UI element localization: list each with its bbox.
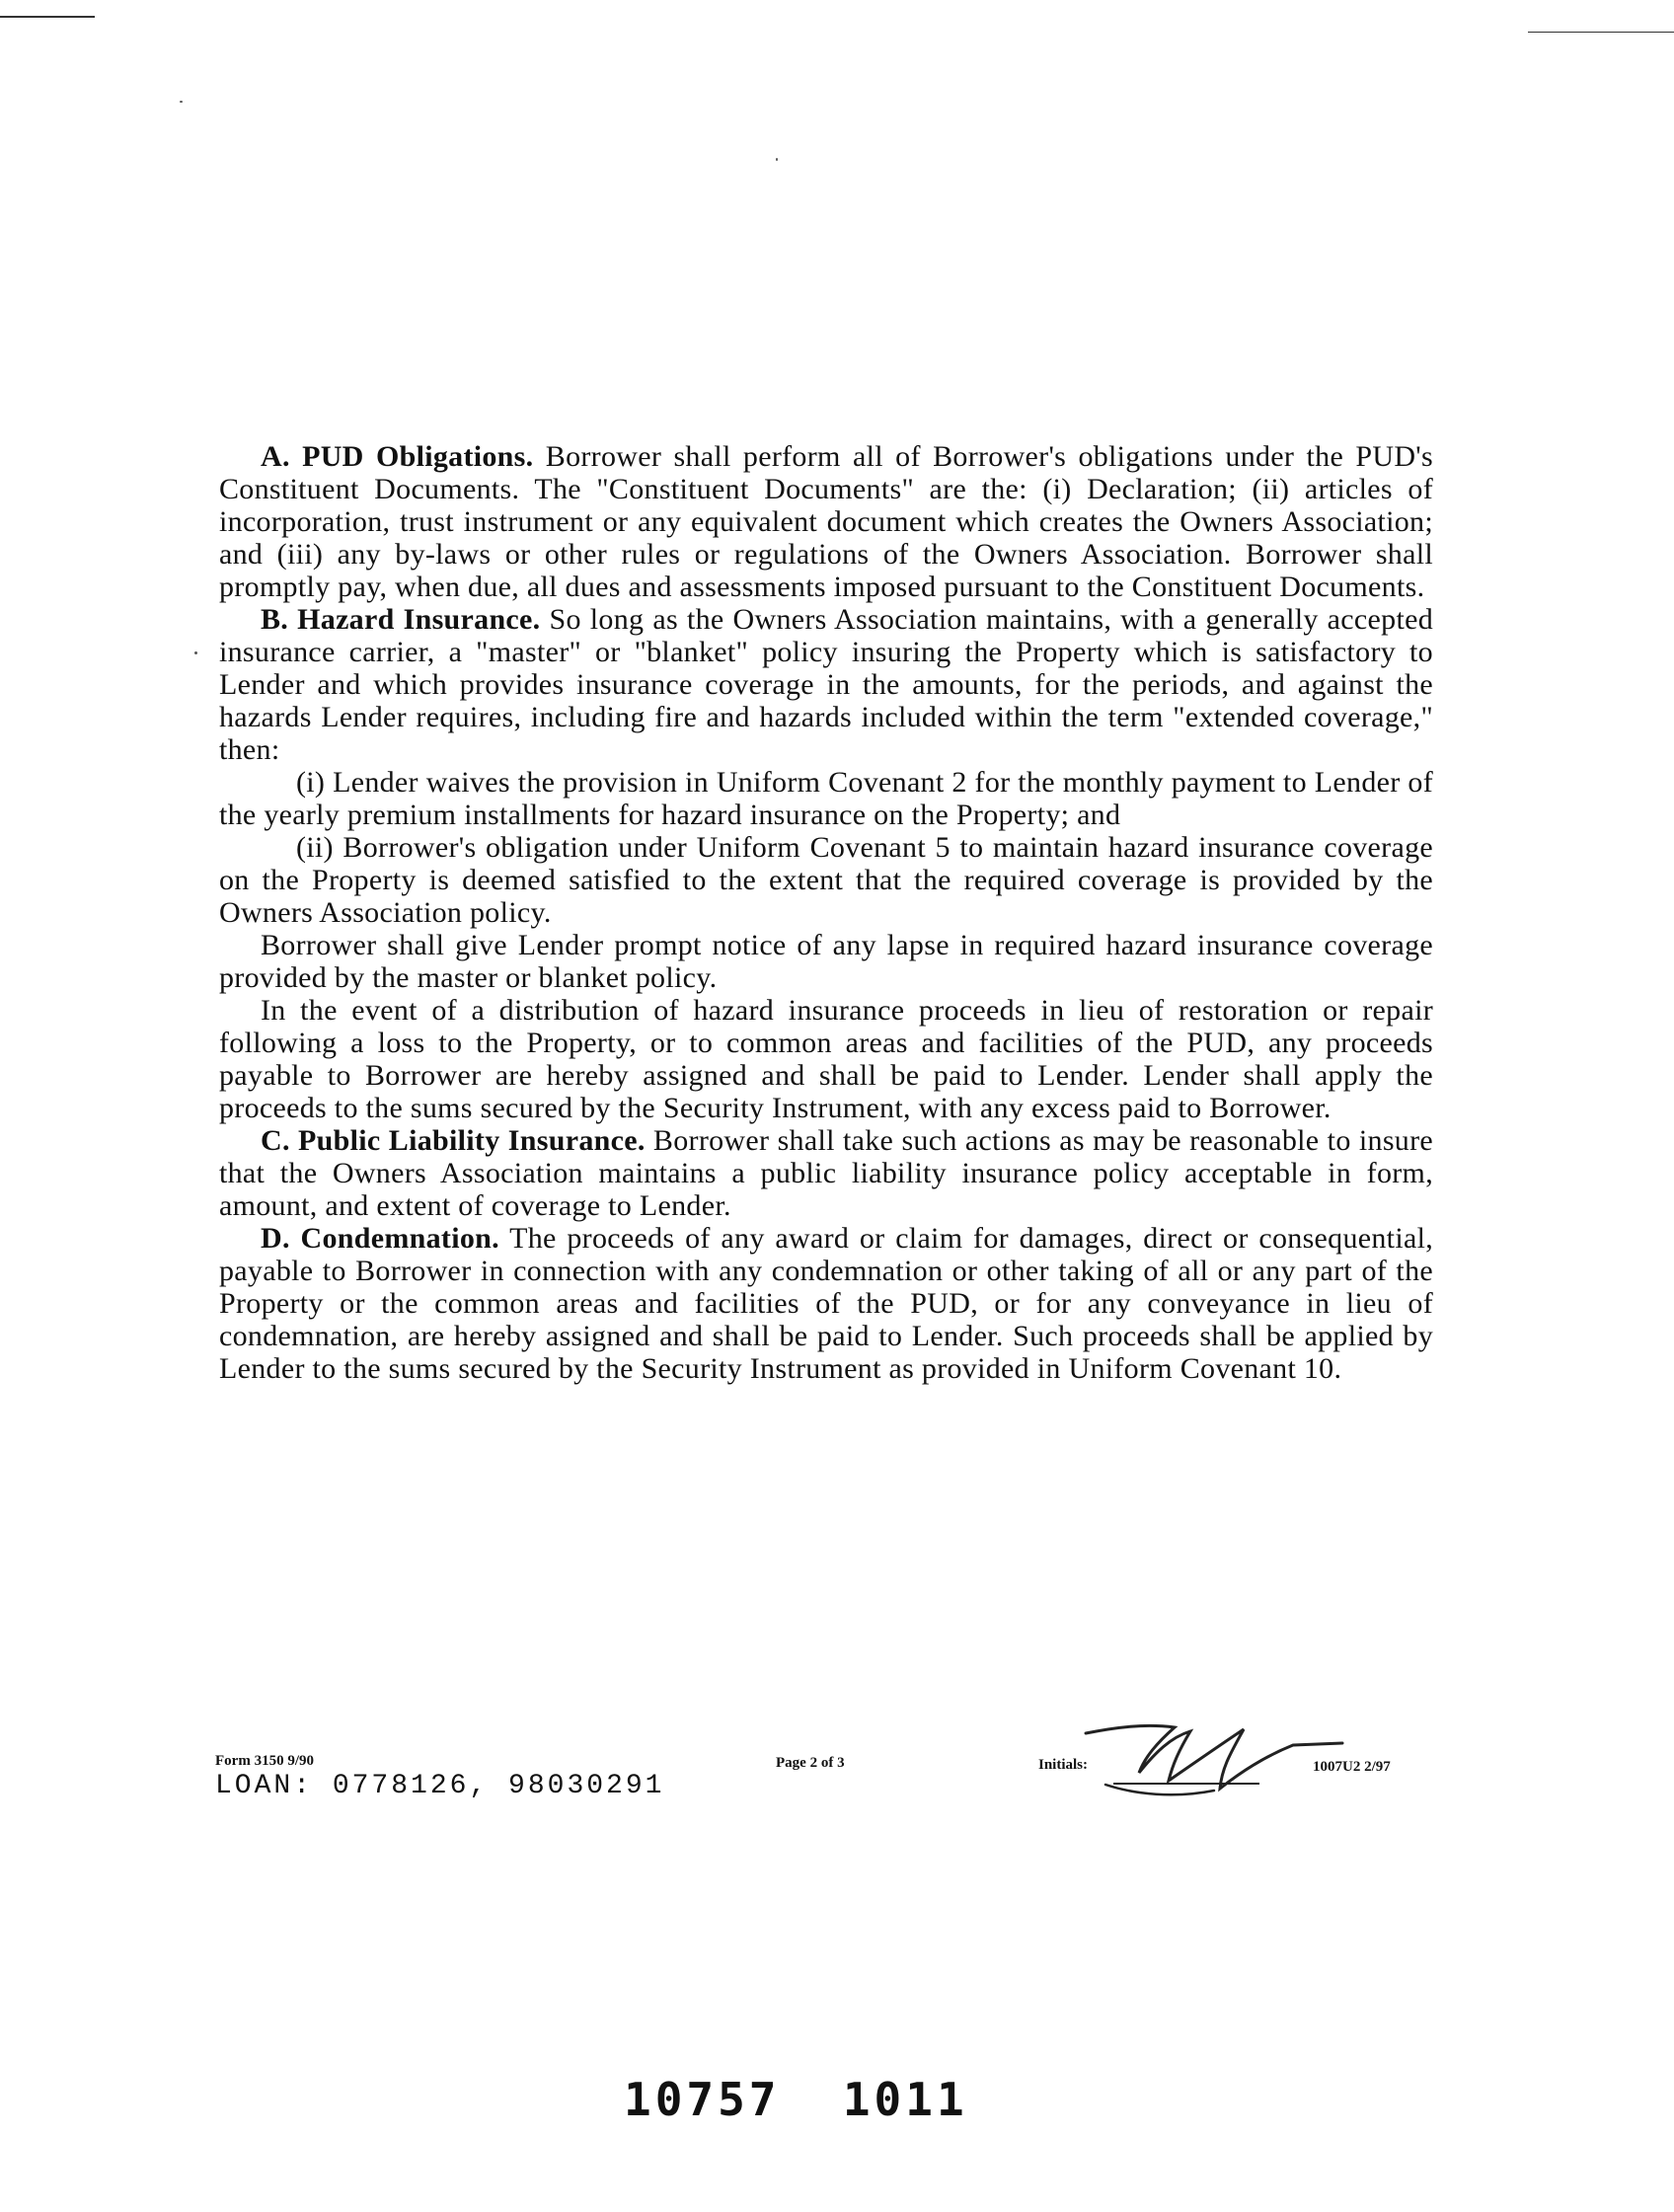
section-c-text: Borrower shall take such actions as may be reasonable to insure that the Owners Association maintains a public liability insurance policy acceptable in form, amount, and extent of coverage to Lender. — [219, 1124, 1434, 1222]
section-b-item-i: (i) Lender waives the provision in Uniform Covenant 2 for the monthly payment to Lender of the yearly premium installments for hazard insurance on the Property; and — [219, 766, 1433, 831]
initials-label: Initials: — [1038, 1757, 1089, 1773]
section-c-heading: C. Public Liability Insurance. — [261, 1124, 646, 1157]
page-number: Page 2 of 3 — [776, 1755, 845, 1771]
section-c-paragraph — [219, 1124, 1433, 1222]
section-a-text: Borrower shall perform all of Borrower's obligations under the PUD's Constituent Documents. The "Constituent Documents" are the: (i) Declaration; (ii) articles of incorporation, trust instrument or any equivalent document which creates the Owners Association; and (iii) any by-laws or other rules or regulations of the Owners Association. Borrower shall promptly pay, when due, all dues and assessments imposed pursuant to the Constituent Documents. — [219, 440, 1433, 603]
section-b-notice: Borrower shall give Lender prompt notice of any lapse in required hazard insurance coverage provided by the master or blanket policy. — [219, 929, 1433, 994]
form-number: Form 3150 9/90 — [215, 1753, 314, 1769]
section-d-paragraph — [219, 1222, 1433, 1385]
section-a-paragraph — [219, 440, 1433, 603]
section-d-text: The proceeds of any award or claim for damages, direct or consequential, payable to Borrower in connection with any condemnation or other taking of all or any part of the Property or the common areas and facilities of the PUD, or for any conveyance in lieu of condemnation, are hereby assigned and shall be paid to Lender. Such proceeds shall be applied by Lender to the sums secured by the Security Instrument as provided in Uniform Covenant 10. — [219, 1222, 1434, 1385]
section-b-paragraph — [219, 603, 1433, 766]
scan-speck — [180, 101, 183, 103]
scan-edge-mark-right — [1528, 32, 1674, 33]
section-b-heading: B. Hazard Insurance. — [261, 603, 541, 636]
section-d-heading: D. Condemnation. — [261, 1222, 499, 1255]
scan-speck — [194, 651, 197, 654]
section-a-heading: A. PUD Obligations. — [261, 440, 534, 473]
section-b-item-ii: (ii) Borrower's obligation under Uniform Covenant 5 to maintain hazard insurance coverage on the Property is deemed satisfied to the extent that the required coverage is provided by the Owners Association policy. — [219, 831, 1433, 929]
signature-initials — [1046, 1694, 1362, 1812]
section-b-distribution: In the event of a distribution of hazard insurance proceeds in lieu of restoration or repair following a loss to the Property, or to common areas and facilities of the PUD, any proceeds payable to Borrower are hereby assigned and shall be paid to Lender. Lender shall apply the proceeds to the sums secured by the Security Instrument, with any excess paid to Borrower. — [219, 994, 1433, 1124]
section-b-text: So long as the Owners Association maintains, with a generally accepted insurance carrier, a "master" or "blanket" policy insuring the Property which is satisfactory to Lender and which provides insurance coverage in the amounts, for the periods, and against the hazards Lender requires, including fire and hazards included within the term "extended coverage," then: — [219, 603, 1433, 766]
scan-edge-mark-left — [0, 16, 95, 18]
document-body — [219, 440, 1433, 1385]
loan-number: LOAN: 0778126, 98030291 — [215, 1771, 665, 1801]
form-code: 1007U2 2/97 — [1313, 1759, 1391, 1775]
scan-speck — [776, 158, 778, 161]
book-page-stamp: 10757 1011 — [624, 2073, 968, 2126]
